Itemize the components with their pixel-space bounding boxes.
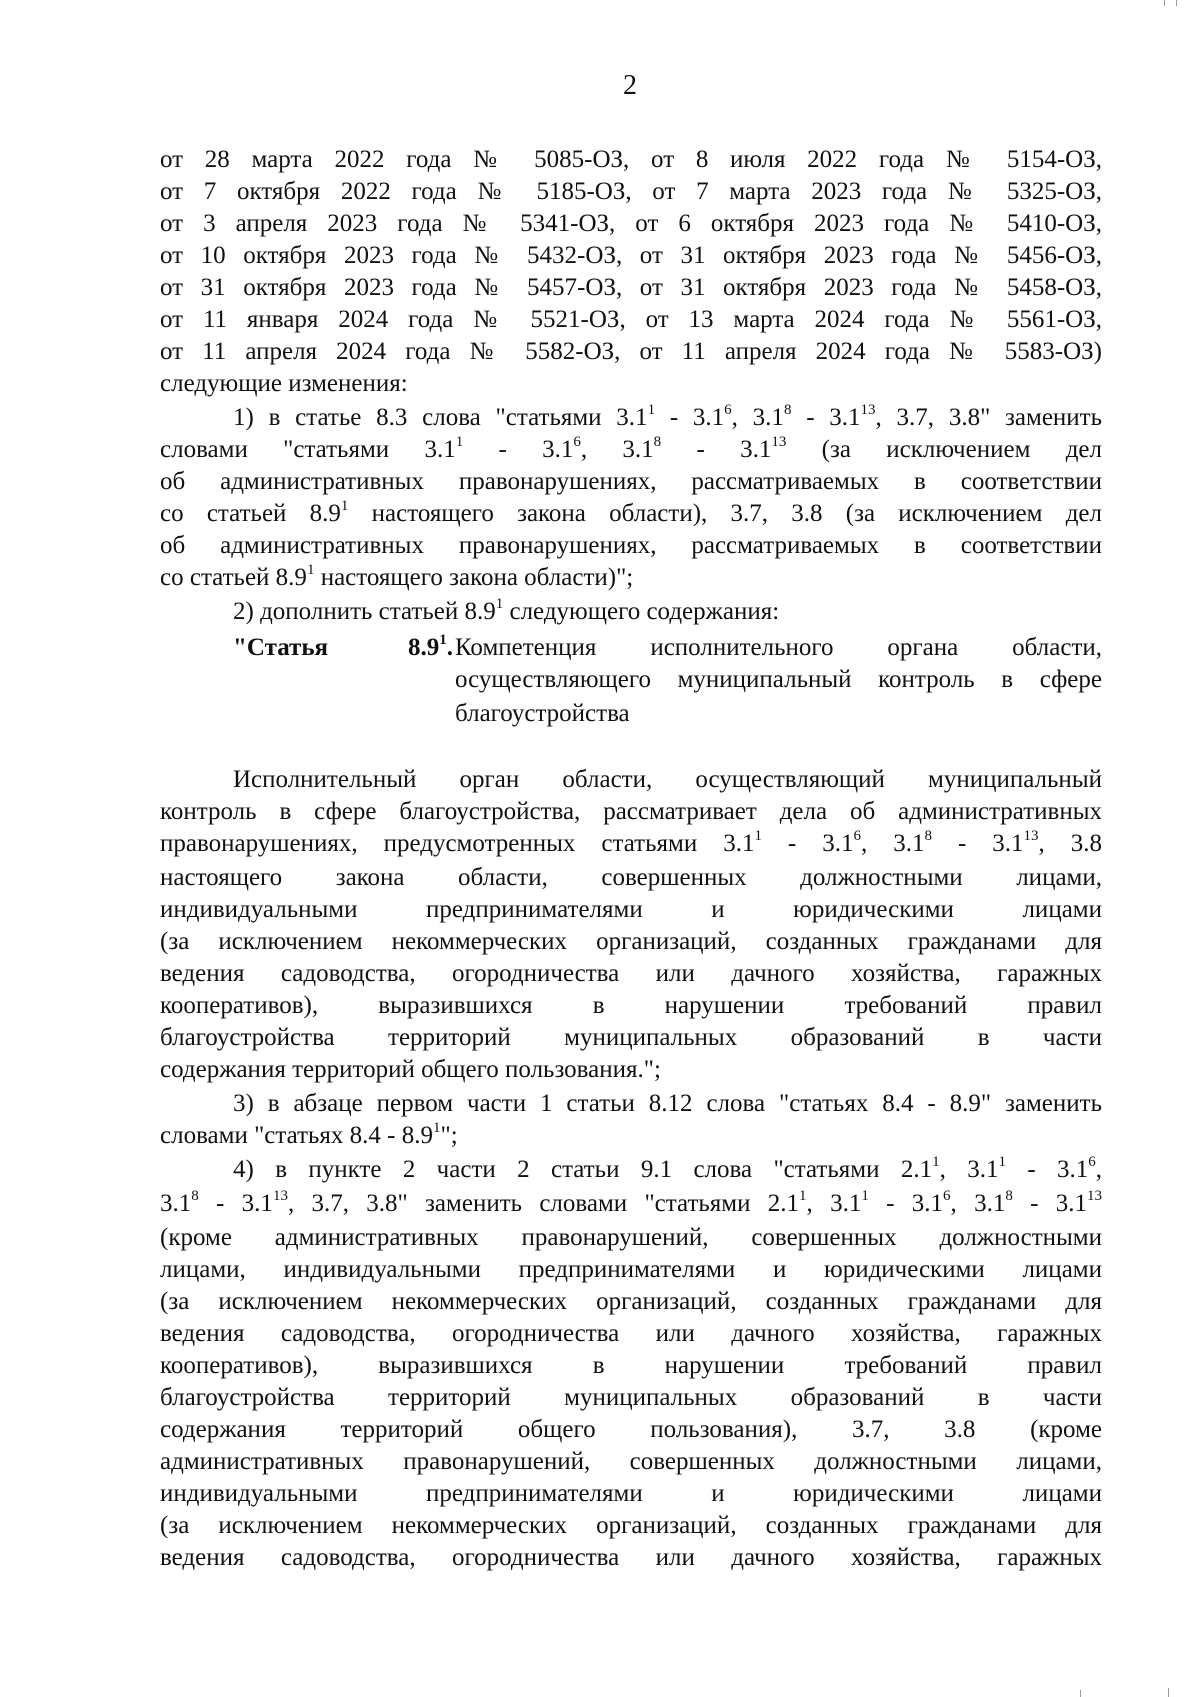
scan-mark — [1168, 1688, 1169, 1697]
text-line: содержания территорий общего пользования), 3.7, 3.8 (кроме — [160, 1416, 1102, 1443]
text-line: от 28 марта 2022 года № 5085-ОЗ, от 8 июля 2022 года № 5154-ОЗ, — [160, 146, 1102, 173]
text-line: $3.1^8 - 3.1^{13}$, 3.7, 3.8" заменить словами "статьями $2.1^1$, $3.1^1 - 3.1^6$, $3.1^8 - 3.1^{13}$ — [160, 1187, 1103, 1217]
scan-mark — [1080, 1690, 1081, 1697]
text-line: от 3 апреля 2023 года № 5341-ОЗ, от 6 октября 2023 года № 5410-ОЗ, — [160, 210, 1102, 237]
text-line: об административных правонарушениях, рассматриваемых в соответствии — [160, 532, 1102, 559]
text-line: настоящего закона области, совершенных должностными лицами, — [160, 864, 1102, 891]
text-line: 2) дополнить статьей $8.9^1$ следующего содержания: — [233, 595, 780, 625]
text-line: от 10 октября 2023 года № 5432-ОЗ, от 31 октября 2023 года № 5456-ОЗ, — [160, 242, 1102, 269]
text-line: индивидуальными предпринимателями и юридическими лицами — [160, 1480, 1102, 1507]
article-heading-title: Компетенция исполнительного органа области, — [455, 634, 1102, 661]
text-line: ведения садоводства, огородничества или дачного хозяйства, гаражных — [160, 1544, 1102, 1571]
text-line: индивидуальными предпринимателями и юридическими лицами — [160, 896, 1102, 923]
text-line: словами "статьями $3.1^1 - 3.1^6$, $3.1^8 - 3.1^{13}$ (за исключением дел — [160, 433, 1102, 463]
text-line: административных правонарушений, совершенных должностными лицами, — [160, 1448, 1102, 1475]
text-line: от 31 октября 2023 года № 5457-ОЗ, от 31 октября 2023 года № 5458-ОЗ, — [160, 274, 1102, 301]
text-line: от 11 января 2024 года № 5521-ОЗ, от 13 марта 2024 года № 5561-ОЗ, — [160, 306, 1102, 333]
text-line: следующие изменения: — [160, 370, 408, 397]
text-line: ведения садоводства, огородничества или дачного хозяйства, гаражных — [160, 1320, 1102, 1347]
page-number: 2 — [623, 70, 637, 101]
text-line: (за исключением некоммерческих организаций, созданных гражданами для — [160, 1512, 1102, 1539]
text-line: об административных правонарушениях, рассматриваемых в соответствии — [160, 468, 1102, 495]
text-line: благоустройства территорий муниципальных образований в части — [160, 1384, 1102, 1411]
article-heading-label: "Статья $8.9^1$. — [233, 631, 453, 661]
text-line: (кроме административных правонарушений, совершенных должностными — [160, 1224, 1102, 1251]
text-line: от 11 апреля 2024 года № 5582-ОЗ, от 11 апреля 2024 года № 5583-ОЗ) — [160, 338, 1102, 365]
text-line: 4) в пункте 2 части 2 статьи 9.1 слова "статьями $2.1^1$, $3.1^1 - 3.1^6$, — [233, 1153, 1103, 1183]
text-line: ведения садоводства, огородничества или дачного хозяйства, гаражных — [160, 960, 1102, 987]
text-line: от 7 октября 2022 года № 5185-ОЗ, от 7 марта 2023 года № 5325-ОЗ, — [160, 178, 1102, 205]
text-line: кооперативов), выразившихся в нарушении требований правил — [160, 1352, 1102, 1379]
text-line: правонарушениях, предусмотренных статьями $3.1^1 - 3.1^6$, $3.1^8 - 3.1^{13}$, 3.8 — [160, 827, 1103, 857]
text-line: (за исключением некоммерческих организаций, созданных гражданами для — [160, 928, 1102, 955]
text-line: 3) в абзаце первом части 1 статьи 8.12 слова "статьях 8.4 - 8.9" заменить — [233, 1090, 1102, 1117]
scan-mark — [1176, 0, 1177, 6]
article-heading-title: осуществляющего муниципальный контроль в сфере — [455, 666, 1102, 693]
text-line: (за исключением некоммерческих организаций, созданных гражданами для — [160, 1288, 1102, 1315]
text-line: 1) в статье 8.3 слова "статьями $3.1^1 - 3.1^6$, $3.1^8 - 3.1^{13}$, 3.7, 3.8" заменить — [233, 401, 1103, 431]
text-line: лицами, индивидуальными предпринимателями и юридическими лицами — [160, 1256, 1102, 1283]
article-heading-title: благоустройства — [455, 700, 630, 727]
text-line: благоустройства территорий муниципальных образований в части — [160, 1024, 1102, 1051]
text-line: содержания территорий общего пользования."; — [160, 1056, 661, 1083]
text-line: контроль в сфере благоустройства, рассматривает дела об административных — [160, 798, 1102, 825]
text-line: со статьей $8.9^1$ настоящего закона области), 3.7, 3.8 (за исключением дел — [160, 497, 1102, 527]
text-line: кооперативов), выразившихся в нарушении требований правил — [160, 992, 1102, 1019]
scan-mark — [1164, 0, 1165, 6]
text-line: словами "статьях $8.4 - 8.9^1$"; — [160, 1119, 458, 1149]
text-line: со статьей $8.9^1$ настоящего закона области)"; — [160, 561, 634, 591]
text-line: Исполнительный орган области, осуществляющий муниципальный — [233, 766, 1102, 793]
